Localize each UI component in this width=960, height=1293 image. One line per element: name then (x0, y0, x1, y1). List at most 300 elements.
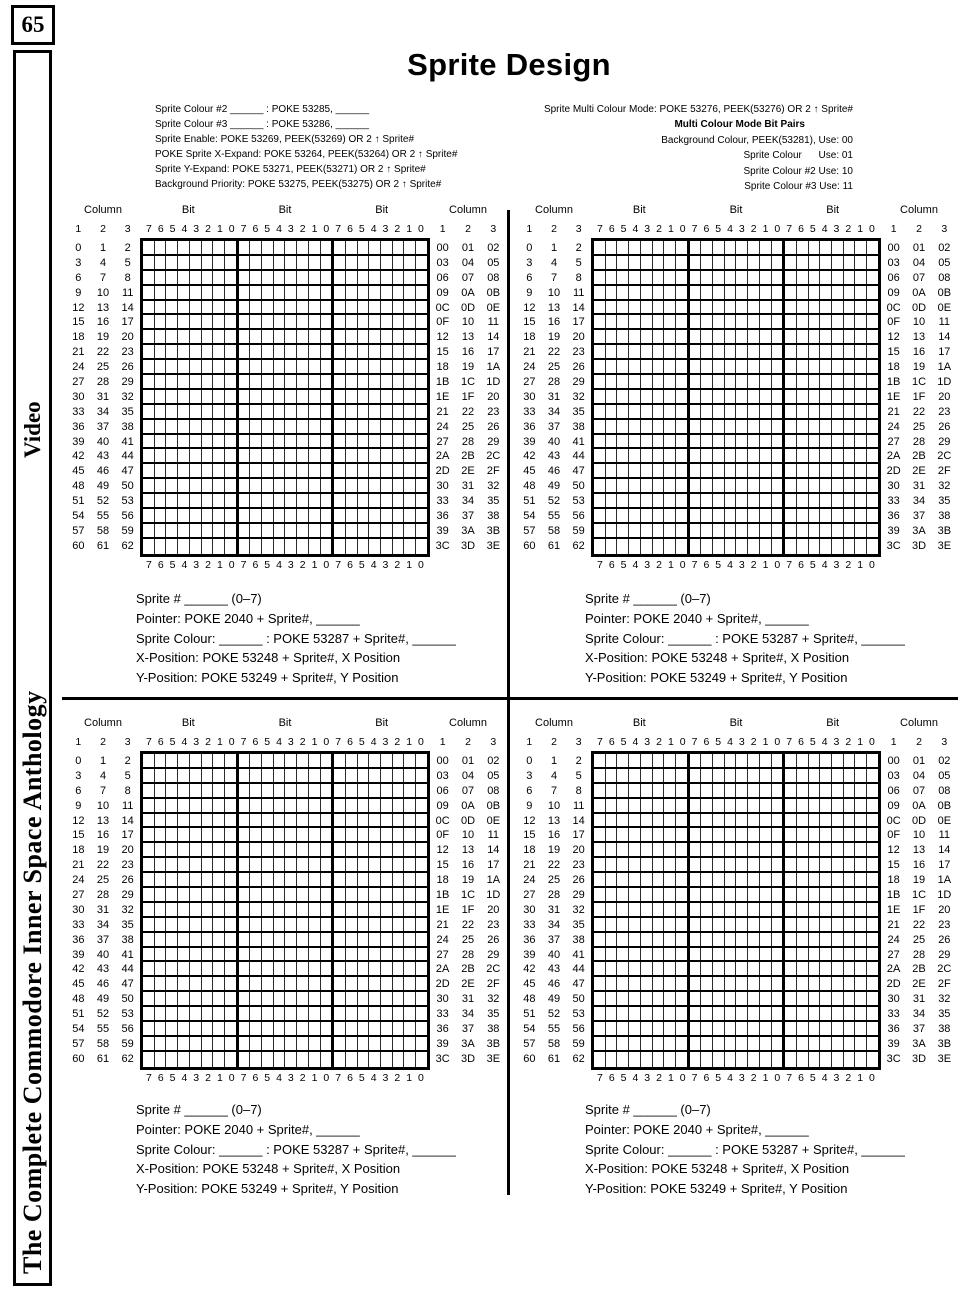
grid-cell (381, 360, 393, 373)
row-label-decimal: 30 (72, 903, 85, 916)
grid-cell (832, 754, 844, 767)
grid-cell (820, 390, 832, 403)
row-label-decimal: 16 (96, 316, 110, 329)
grid-cell (713, 843, 725, 856)
bit-number: 7 (786, 1071, 793, 1084)
grid-cell (736, 769, 748, 782)
grid-cell (416, 962, 427, 975)
grid-row (143, 1022, 427, 1037)
row-label-decimal: 17 (121, 829, 134, 842)
grid-cell (820, 345, 832, 358)
grid-cell (701, 509, 713, 522)
grid-cell (736, 873, 748, 886)
grid-cell (844, 888, 856, 901)
row-label-decimal: 40 (96, 435, 110, 448)
row-label-decimal: 15 (72, 316, 85, 329)
row-label-decimal: 6 (75, 784, 82, 797)
grid-cell (381, 286, 393, 299)
grid-cell (143, 769, 155, 782)
grid-cell (178, 375, 190, 388)
grid-cell (748, 539, 760, 554)
bit-number: 7 (691, 1071, 698, 1084)
grid-cell (606, 271, 618, 284)
row-label-decimal: 17 (572, 829, 585, 842)
grid-cell (358, 858, 370, 871)
grid-cell (629, 1007, 641, 1020)
row-label-hex: 12 (887, 844, 900, 857)
grid-cell (358, 784, 370, 797)
grid-cell (760, 843, 772, 856)
grid-cell (190, 345, 202, 358)
grid-cell (617, 918, 629, 931)
grid-cell (285, 464, 297, 477)
grid-cell (309, 509, 321, 522)
grid-cell (606, 405, 618, 418)
grid-cell (393, 449, 405, 462)
grid-cell (381, 828, 393, 841)
grid-row (143, 828, 427, 843)
grid-cell (166, 524, 178, 537)
bit-number: 7 (596, 558, 603, 571)
row-label-decimal: 49 (547, 480, 561, 493)
row-label-hex: 04 (912, 769, 926, 782)
row-label-hex: 24 (887, 420, 900, 433)
grid-cell (785, 828, 797, 841)
grid-cell (653, 754, 665, 767)
grid-row (143, 390, 427, 405)
grid-cell (202, 843, 214, 856)
grid-cell (274, 271, 286, 284)
grid-cell (225, 479, 239, 492)
grid-cell (178, 241, 190, 254)
grid-cell (772, 843, 786, 856)
grid-row (594, 1007, 878, 1022)
row-label-hex: 1E (886, 390, 901, 403)
bit-number: 1 (762, 558, 769, 571)
row-label-decimal: 26 (121, 361, 134, 374)
grid-cell (676, 241, 690, 254)
note-line: Sprite Y-Expand: POKE 53271, PEEK(53271) OR 2 ↑ Sprite# (155, 164, 426, 175)
grid-cell (321, 301, 335, 314)
grid-cell (143, 754, 155, 767)
grid-cell (297, 977, 309, 990)
column-number: 1 (439, 736, 446, 748)
grid-cell (202, 873, 214, 886)
grid-cell (358, 390, 370, 403)
grid-cell (736, 301, 748, 314)
row-label-hex: 2E (461, 978, 475, 991)
grid-cell (785, 903, 797, 916)
grid-cell (393, 420, 405, 433)
grid-cell (760, 858, 772, 871)
grid-cell (797, 435, 809, 448)
grid-cell (416, 873, 427, 886)
grid-cell (202, 784, 214, 797)
grid-cell (690, 286, 702, 299)
grid-cell (772, 784, 786, 797)
grid-cell (381, 241, 393, 254)
grid-cell (239, 843, 251, 856)
grid-cell (393, 301, 405, 314)
note-line: Sprite Colour #2 ______ : POKE 53285, ______ (155, 104, 370, 115)
grid-cell (404, 843, 416, 856)
grid-cell (690, 873, 702, 886)
grid-cell (772, 390, 786, 403)
grid-cell (820, 509, 832, 522)
grid-cell (202, 360, 214, 373)
grid-cell (178, 420, 190, 433)
row-label-hex: 36 (436, 510, 449, 523)
grid-cell (416, 888, 427, 901)
bit-number: 1 (857, 1071, 864, 1084)
bit-number: 5 (715, 736, 722, 748)
grid-cell (617, 405, 629, 418)
grid-cell (832, 784, 844, 797)
grid-cell (358, 754, 370, 767)
row-label-decimal: 60 (523, 539, 536, 552)
grid-cell (416, 315, 427, 328)
grid-cell (346, 933, 358, 946)
grid-cell (309, 1052, 321, 1067)
grid-cell (676, 873, 690, 886)
bit-number: 1 (311, 736, 318, 748)
row-label-decimal: 25 (96, 874, 110, 887)
grid-cell (867, 315, 878, 328)
grid-cell (713, 256, 725, 269)
row-label-decimal: 32 (572, 903, 585, 916)
bit-number: 7 (145, 1071, 152, 1084)
row-label-hex: 0E (937, 814, 952, 827)
grid-cell (809, 754, 821, 767)
grid-cell (202, 888, 214, 901)
grid-cell (346, 1052, 358, 1067)
grid-cell (190, 315, 202, 328)
grid-cell (867, 1052, 878, 1067)
grid-cell (393, 799, 405, 812)
grid-cell (334, 888, 346, 901)
grid-cell (369, 858, 381, 871)
grid-cell (760, 814, 772, 827)
grid-cell (143, 962, 155, 975)
grid-cell (239, 754, 251, 767)
grid-cell (250, 360, 262, 373)
grid-cell (225, 241, 239, 254)
row-label-hex: 30 (887, 993, 900, 1006)
grid-cell (676, 754, 690, 767)
row-label-hex: 19 (461, 361, 475, 374)
grid-cell (346, 464, 358, 477)
grid-cell (334, 1052, 346, 1067)
grid-cell (381, 858, 393, 871)
grid-cell (809, 977, 821, 990)
row-label-decimal: 26 (572, 874, 585, 887)
grid-cell (725, 948, 737, 961)
grid-cell (225, 814, 239, 827)
grid-cell (725, 435, 737, 448)
row-label-decimal: 37 (96, 933, 110, 946)
grid-cell (713, 449, 725, 462)
grid-cell (297, 1052, 309, 1067)
bit-number: 3 (382, 736, 389, 748)
grid-row (143, 814, 427, 829)
grid-cell (713, 828, 725, 841)
row-label-decimal: 26 (121, 874, 134, 887)
grid-cell (594, 858, 606, 871)
grid-cell (809, 784, 821, 797)
grid-cell (867, 888, 878, 901)
grid-cell (594, 256, 606, 269)
row-label-decimal: 29 (121, 376, 134, 389)
grid-cell (653, 330, 665, 343)
grid-cell (832, 286, 844, 299)
grid-cell (701, 814, 713, 827)
grid-cell (867, 271, 878, 284)
grid-cell (867, 330, 878, 343)
row-label-decimal: 51 (523, 495, 536, 508)
row-label-decimal: 6 (526, 271, 533, 284)
row-label-decimal: 25 (96, 361, 110, 374)
grid-cell (297, 464, 309, 477)
grid-cell (334, 479, 346, 492)
row-label-hex: 11 (938, 316, 951, 329)
row-label-hex: 2F (486, 465, 500, 478)
row-label-decimal: 38 (121, 420, 134, 433)
grid-cell (213, 962, 225, 975)
row-label-decimal: 14 (572, 814, 585, 827)
grid-cell (369, 256, 381, 269)
row-label-hex: 05 (938, 769, 951, 782)
grid-cell (867, 1022, 878, 1035)
grid-cell (369, 1022, 381, 1035)
grid-cell (748, 479, 760, 492)
grid-cell (713, 858, 725, 871)
grid-cell (166, 539, 178, 554)
grid-cell (213, 345, 225, 358)
grid-cell (178, 948, 190, 961)
grid-row (594, 784, 878, 799)
grid-cell (725, 918, 737, 931)
grid-cell (321, 241, 335, 254)
grid-cell (381, 1052, 393, 1067)
grid-cell (809, 301, 821, 314)
row-label-hex: 3C (886, 1052, 901, 1065)
grid-cell (190, 405, 202, 418)
row-label-hex: 3E (937, 539, 952, 552)
row-label-hex: 02 (487, 755, 500, 767)
grid-cell (334, 977, 346, 990)
grid-cell (262, 784, 274, 797)
grid-cell (855, 524, 867, 537)
grid-cell (381, 888, 393, 901)
grid-cell (690, 241, 702, 254)
grid-row (143, 888, 427, 903)
grid-cell (844, 405, 856, 418)
row-label-hex: 33 (887, 495, 900, 508)
bit-number: 6 (157, 558, 164, 571)
grid-cell (760, 1037, 772, 1050)
row-label-hex: 3E (486, 539, 501, 552)
grid-cell (725, 873, 737, 886)
bit-header: Bit (181, 717, 195, 729)
grid-cell (213, 479, 225, 492)
grid-cell (606, 962, 618, 975)
grid-cell (617, 873, 629, 886)
grid-cell (369, 903, 381, 916)
row-label-decimal: 60 (72, 539, 85, 552)
grid-cell (285, 405, 297, 418)
grid-cell (381, 420, 393, 433)
grid-cell (321, 843, 335, 856)
grid-cell (178, 539, 190, 554)
grid-cell (297, 1007, 309, 1020)
grid-cell (701, 1052, 713, 1067)
grid-cell (369, 992, 381, 1005)
row-label-hex: 1C (911, 376, 927, 389)
grid-cell (606, 345, 618, 358)
grid-cell (809, 449, 821, 462)
grid-cell (262, 375, 274, 388)
row-label-hex: 04 (461, 256, 475, 269)
grid-row (594, 524, 878, 539)
grid-cell (617, 992, 629, 1005)
grid-cell (785, 256, 797, 269)
row-label-hex: 34 (461, 495, 475, 508)
grid-cell (594, 301, 606, 314)
grid-cell (690, 494, 702, 507)
row-label-decimal: 30 (72, 390, 85, 403)
grid-cell (641, 977, 653, 990)
row-label-decimal: 42 (523, 450, 536, 463)
grid-cell (250, 858, 262, 871)
sidebar-section-label: Video (20, 401, 45, 458)
grid-cell (785, 449, 797, 462)
row-label-decimal: 6 (526, 784, 533, 797)
row-label-hex: 2B (912, 450, 926, 463)
row-label-decimal: 53 (572, 495, 585, 508)
grid-cell (748, 449, 760, 462)
row-label-hex: 23 (487, 918, 500, 931)
grid-cell (143, 977, 155, 990)
grid-cell (155, 464, 167, 477)
row-label-decimal: 3 (526, 769, 533, 782)
row-label-decimal: 18 (523, 331, 536, 344)
grid-cell (641, 464, 653, 477)
info-line: Pointer: POKE 2040 + Sprite#, ______ (136, 1121, 360, 1137)
grid-cell (178, 390, 190, 403)
grid-cell (855, 241, 867, 254)
bit-number: 1 (406, 1071, 413, 1084)
row-label-hex: 00 (436, 242, 449, 254)
row-label-hex: 02 (938, 755, 951, 767)
grid-cell (809, 241, 821, 254)
grid-cell (617, 933, 629, 946)
grid-cell (297, 479, 309, 492)
grid-cell (844, 754, 856, 767)
grid-cell (262, 360, 274, 373)
grid-cell (606, 918, 618, 931)
row-label-decimal: 1 (550, 242, 558, 254)
row-label-decimal: 32 (121, 390, 134, 403)
grid-cell (155, 888, 167, 901)
grid-cell (166, 1052, 178, 1067)
grid-cell (309, 420, 321, 433)
grid-cell (855, 754, 867, 767)
info-line: Sprite Colour: ______ : POKE 53287 + Sprite#, ______ (585, 630, 905, 646)
grid-cell (664, 1037, 676, 1050)
grid-cell (155, 754, 167, 767)
grid-cell (594, 271, 606, 284)
bitmap-grid (591, 238, 881, 557)
row-label-decimal: 20 (572, 844, 585, 857)
grid-cell (785, 799, 797, 812)
grid-cell (772, 330, 786, 343)
row-label-hex: 35 (938, 1008, 951, 1021)
grid-cell (143, 256, 155, 269)
row-label-decimal: 23 (121, 346, 134, 359)
row-label-hex: 27 (887, 948, 900, 961)
bit-number: 0 (228, 736, 235, 748)
grid-cell (381, 271, 393, 284)
grid-cell (262, 799, 274, 812)
grid-cell (820, 271, 832, 284)
row-label-decimal: 7 (550, 271, 558, 284)
row-label-decimal: 58 (96, 524, 110, 537)
row-label-decimal: 3 (75, 769, 82, 782)
grid-cell (855, 479, 867, 492)
row-label-hex: 31 (461, 480, 475, 493)
grid-cell (346, 888, 358, 901)
bit-number: 1 (857, 223, 864, 235)
grid-cell (225, 271, 239, 284)
grid-cell (166, 873, 178, 886)
grid-cell (239, 903, 251, 916)
grid-row (594, 345, 878, 360)
grid-cell (346, 271, 358, 284)
grid-cell (725, 330, 737, 343)
grid-cell (820, 464, 832, 477)
row-label-decimal: 40 (96, 948, 110, 961)
row-label-hex: 39 (887, 1037, 900, 1050)
grid-row (143, 241, 427, 256)
info-line: Sprite Colour: ______ : POKE 53287 + Sprite#, ______ (136, 1141, 456, 1157)
grid-cell (844, 933, 856, 946)
grid-cell (772, 539, 786, 554)
grid-row (594, 754, 878, 769)
bit-number: 3 (833, 1071, 840, 1084)
grid-cell (274, 286, 286, 299)
grid-cell (334, 769, 346, 782)
grid-cell (820, 888, 832, 901)
row-label-decimal: 11 (572, 799, 585, 812)
grid-cell (309, 345, 321, 358)
row-label-decimal: 35 (572, 405, 585, 418)
grid-cell (594, 524, 606, 537)
grid-cell (820, 1007, 832, 1020)
grid-cell (239, 494, 251, 507)
grid-cell (772, 241, 786, 254)
grid-cell (321, 360, 335, 373)
grid-cell (653, 539, 665, 554)
grid-cell (748, 256, 760, 269)
grid-cell (844, 464, 856, 477)
row-label-decimal: 35 (572, 918, 585, 931)
grid-cell (250, 918, 262, 931)
grid-cell (381, 933, 393, 946)
grid-cell (725, 1052, 737, 1067)
bit-number: 0 (323, 558, 330, 571)
grid-cell (772, 301, 786, 314)
grid-cell (274, 539, 286, 554)
